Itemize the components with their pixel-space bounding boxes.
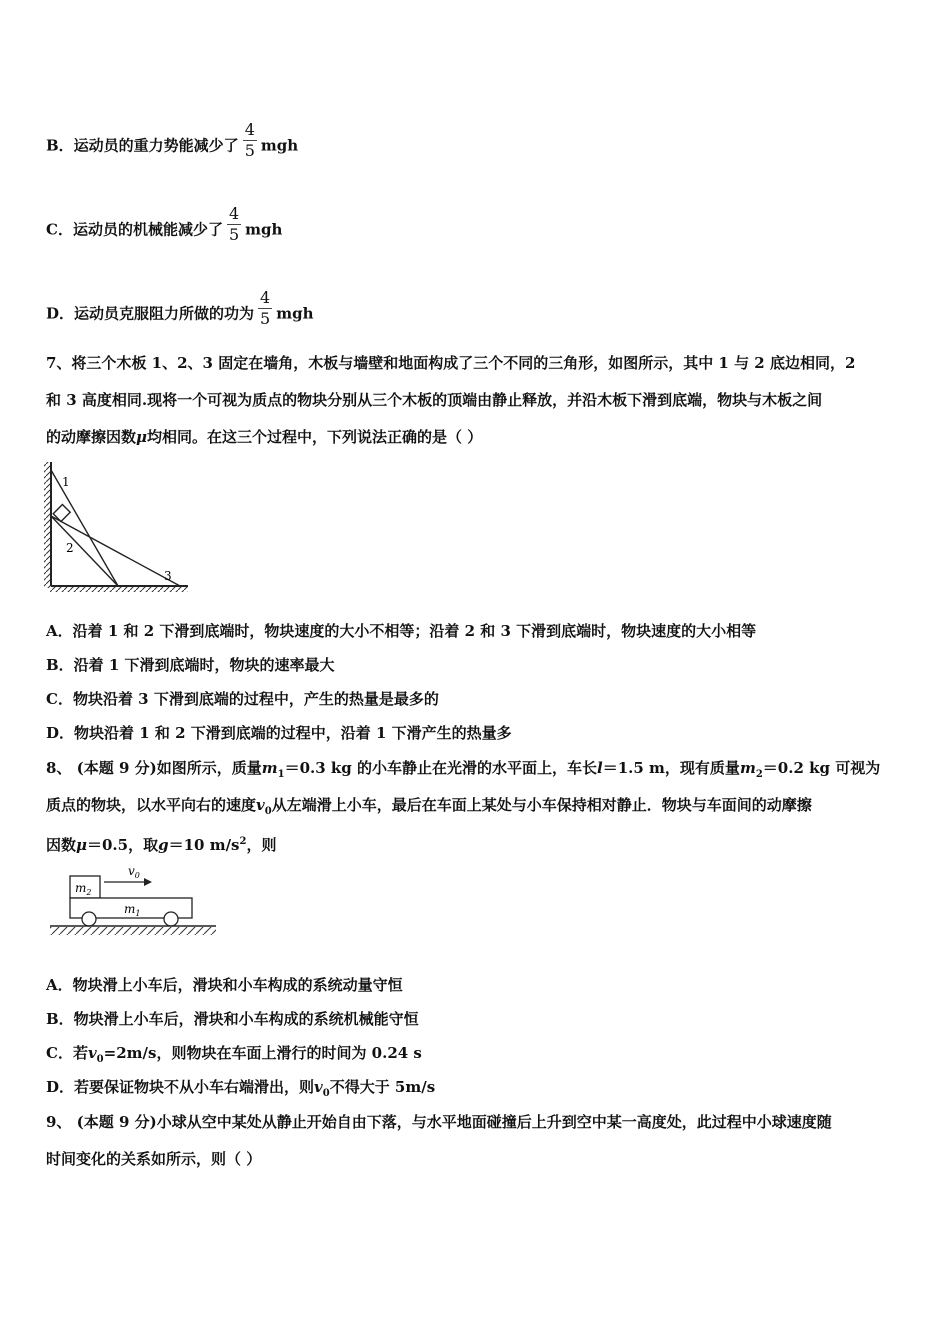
cart-figure (44, 862, 224, 940)
q8-stem-line2: 质点的物块，以水平向右的速度$v_0$从左端滑上小车，最后在车面上某处与小车保持相对静止．物块与车面间的动摩擦 (46, 796, 812, 817)
option-6c-label: C．运动员的机械能减少了 (46, 220, 223, 239)
option-6d-label: D．运动员克服阻力所做的功为 (46, 304, 255, 323)
option-6b-label: B．运动员的重力势能减少了 (46, 136, 239, 155)
incline-figure (40, 458, 190, 594)
option-7b: B．沿着 1 下滑到底端时，物块的速率最大 (46, 656, 335, 674)
option-7c: C．物块沿着 3 下滑到底端的过程中，产生的热量是最多的 (46, 690, 439, 708)
label-1: 1 (62, 475, 70, 489)
arrow-head (144, 878, 152, 886)
fraction: $\frac{4}{5}$ (244, 120, 255, 160)
option-7a: A．沿着 1 和 2 下滑到底端时，物块速度的大小不相等；沿着 2 和 3 下滑到底端时，物块速度的大小相等 (46, 622, 757, 640)
q8-stem-line3: 因数μ＝0.5，取g＝10 $m/s^2$，则 (46, 836, 277, 854)
q7-stem-line1: 7、将三个木板 1、2、3 固定在墙角，木板与墙壁和地面构成了三个不同的三角形，如图所示，其中 1 与 2 底边相同，2 (46, 354, 856, 372)
q7-stem-line3: 的动摩擦因数μ均相同。在这三个过程中，下列说法正确的是（ ） (46, 428, 483, 446)
m1-label: m (124, 902, 136, 916)
mu-symbol: μ (136, 428, 147, 446)
option-6d (46, 288, 314, 335)
wheel-right (164, 912, 178, 926)
option-8d: D．若要保证物块不从小车右端滑出，则$v_0$不得大于 5m/s (46, 1078, 436, 1099)
option-6c-suffix: mgh (245, 220, 283, 239)
v0-label: v (128, 864, 135, 878)
option-8a: A．物块滑上小车后，滑块和小车构成的系统动量守恒 (46, 976, 403, 994)
option-6d-suffix: mgh (276, 304, 314, 323)
floor-hatch (50, 927, 216, 935)
option-6c (46, 204, 283, 251)
wheel-left (82, 912, 96, 926)
q9-stem-line2: 时间变化的关系如所示，则（ ） (46, 1150, 262, 1168)
option-7d: D．物块沿着 1 和 2 下滑到底端的过程中，沿着 1 下滑产生的热量多 (46, 724, 512, 742)
svg-text:m2: $m_2$ (75, 881, 92, 897)
option-6b-suffix: mgh (260, 136, 299, 155)
fraction: $\frac{4}{5}$ (228, 204, 240, 244)
option-8b: B．物块滑上小车后，滑块和小车构成的系统机械能守恒 (46, 1010, 419, 1028)
fraction: $\frac{4}{5}$ (260, 288, 271, 328)
m2-label: m (75, 881, 87, 895)
option-6b (46, 120, 299, 167)
option-8c: C．若$v_0=2m/s$，则物块在车面上滑行的时间为 0.24 s (46, 1044, 422, 1065)
q7-stem-line2: 和 3 高度相同.现将一个可视为质点的物块分别从三个木板的顶端由静止释放，并沿木板下滑到底端，物块与木板之间 (46, 391, 823, 409)
svg-text:v0: $v_0$ (128, 864, 140, 880)
board-2 (51, 516, 118, 586)
label-2: 2 (66, 541, 74, 555)
svg-text:m1: $m_1$ (124, 902, 141, 918)
q8-stem-line1: 8、 (本题 9 分)如图所示，质量$m_1=0.3$ kg 的小车静止在光滑的水平面上，车长l＝1.5 m，现有质量$m_2=0.2$ kg 可视为 (46, 759, 881, 780)
q9-stem-line1: 9、 (本题 9 分)小球从空中某处从静止开始自由下落，与水平地面碰撞后上升到空中某一高度处，此过程中小球速度随 (46, 1113, 832, 1131)
wall-hatch (44, 462, 50, 588)
label-3: 3 (164, 569, 172, 583)
